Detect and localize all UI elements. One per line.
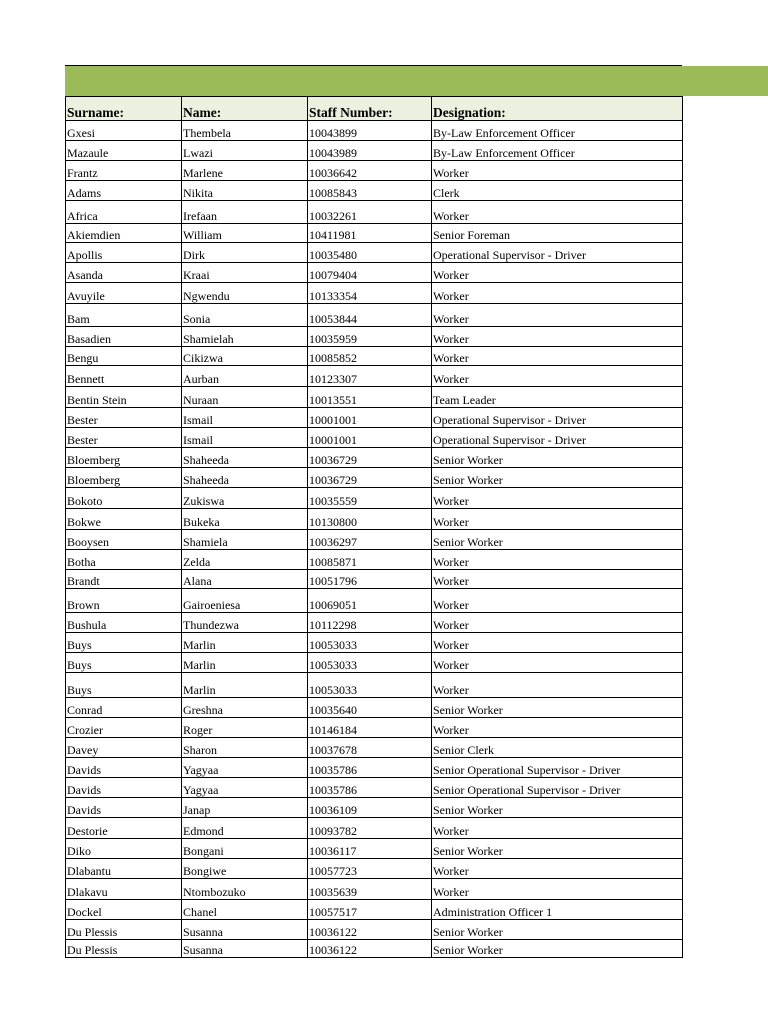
name-cell: Marlene: [182, 161, 308, 181]
designation-cell: Senior Worker: [432, 698, 683, 718]
staff-number-cell: 10057723: [308, 859, 432, 879]
designation-cell: Operational Supervisor - Driver: [432, 408, 683, 428]
surname-cell: Bloemberg: [66, 468, 182, 488]
surname-cell: Du Plessis: [66, 940, 182, 958]
surname-cell: Booysen: [66, 530, 182, 550]
designation-cell: Worker: [432, 327, 683, 347]
name-cell: Susanna: [182, 920, 308, 940]
table-row: [66, 468, 683, 488]
name-cell: Alana: [182, 570, 308, 589]
name-cell: Edmond: [182, 818, 308, 839]
staff-number-cell: 10085843: [308, 181, 432, 201]
table-row: [66, 224, 683, 243]
surname-cell: Brandt: [66, 570, 182, 589]
surname-cell: Bloemberg: [66, 448, 182, 468]
name-cell: Aurban: [182, 366, 308, 387]
surname-cell: Dockel: [66, 900, 182, 920]
name-cell: Sharon: [182, 738, 308, 758]
table-row: [66, 798, 683, 818]
staff-number-cell: 10112298: [308, 613, 432, 633]
table-row: [66, 387, 683, 408]
name-cell: Ismail: [182, 408, 308, 428]
name-cell: Nikita: [182, 181, 308, 201]
designation-cell: Worker: [432, 347, 683, 366]
table-row: [66, 181, 683, 201]
table-row: [66, 283, 683, 304]
name-cell: Susanna: [182, 940, 308, 958]
staff-number-cell: 10035959: [308, 327, 432, 347]
name-cell: Ngwendu: [182, 283, 308, 304]
surname-cell: Bennett: [66, 366, 182, 387]
name-cell: Nuraan: [182, 387, 308, 408]
table-row: [66, 879, 683, 900]
table-row: [66, 550, 683, 570]
surname-cell: Buys: [66, 653, 182, 673]
designation-cell: Operational Supervisor - Driver: [432, 243, 683, 263]
staff-number-cell: 10057517: [308, 900, 432, 920]
table-row: [66, 818, 683, 839]
table-row: [66, 570, 683, 589]
table-row: [66, 201, 683, 224]
name-cell: Marlin: [182, 653, 308, 673]
staff-number-cell: 10001001: [308, 428, 432, 448]
staff-number-cell: 10036122: [308, 940, 432, 958]
surname-cell: Basadien: [66, 327, 182, 347]
designation-cell: Worker: [432, 589, 683, 613]
table-row: [66, 488, 683, 509]
designation-cell: Senior Worker: [432, 468, 683, 488]
table-row: [66, 263, 683, 283]
table-row: [66, 161, 683, 181]
staff-number-cell: 10051796: [308, 570, 432, 589]
surname-cell: Bokoto: [66, 488, 182, 509]
table-body: [66, 121, 683, 958]
table-row: [66, 243, 683, 263]
designation-cell: Senior Worker: [432, 530, 683, 550]
table-row: [66, 347, 683, 366]
table-row: [66, 304, 683, 327]
surname-cell: Davey: [66, 738, 182, 758]
surname-cell: Apollis: [66, 243, 182, 263]
designation-cell: Operational Supervisor - Driver: [432, 428, 683, 448]
name-cell: Marlin: [182, 633, 308, 653]
name-cell: Lwazi: [182, 141, 308, 161]
surname-cell: Mazaule: [66, 141, 182, 161]
name-cell: Thundezwa: [182, 613, 308, 633]
designation-cell: Senior Worker: [432, 448, 683, 468]
name-cell: Irefaan: [182, 201, 308, 224]
staff-number-cell: 10079404: [308, 263, 432, 283]
staff-number-cell: 10032261: [308, 201, 432, 224]
designation-cell: Senior Clerk: [432, 738, 683, 758]
designation-cell: By-Law Enforcement Officer: [432, 141, 683, 161]
designation-cell: Senior Operational Supervisor - Driver: [432, 758, 683, 778]
surname-cell: Du Plessis: [66, 920, 182, 940]
name-cell: Shamiela: [182, 530, 308, 550]
designation-cell: Clerk: [432, 181, 683, 201]
staff-number-cell: 10036122: [308, 920, 432, 940]
name-cell: Bongiwe: [182, 859, 308, 879]
surname-cell: Botha: [66, 550, 182, 570]
designation-cell: Worker: [432, 818, 683, 839]
table-row: [66, 366, 683, 387]
table-row: [66, 121, 683, 141]
name-cell: Janap: [182, 798, 308, 818]
staff-number-cell: 10123307: [308, 366, 432, 387]
staff-number-cell: 10043899: [308, 121, 432, 141]
designation-cell: Senior Worker: [432, 839, 683, 859]
name-cell: William: [182, 224, 308, 243]
name-cell: Ntombozuko: [182, 879, 308, 900]
surname-cell: Bam: [66, 304, 182, 327]
staff-number-cell: 10085852: [308, 347, 432, 366]
surname-cell: Bentin Stein: [66, 387, 182, 408]
staff-number-cell: 10001001: [308, 408, 432, 428]
name-cell: Greshna: [182, 698, 308, 718]
staff-number-cell: 10036117: [308, 839, 432, 859]
col-header-name: Name:: [182, 97, 308, 121]
designation-cell: Worker: [432, 488, 683, 509]
staff-number-cell: 10035639: [308, 879, 432, 900]
designation-cell: Senior Worker: [432, 798, 683, 818]
name-cell: Bongani: [182, 839, 308, 859]
surname-cell: Crozier: [66, 718, 182, 738]
surname-cell: Bengu: [66, 347, 182, 366]
surname-cell: Bester: [66, 428, 182, 448]
designation-cell: Worker: [432, 263, 683, 283]
name-cell: Gairoeniesa: [182, 589, 308, 613]
table-row: [66, 839, 683, 859]
staff-number-cell: 10035559: [308, 488, 432, 509]
staff-number-cell: 10036729: [308, 468, 432, 488]
designation-cell: Worker: [432, 201, 683, 224]
surname-cell: Conrad: [66, 698, 182, 718]
designation-cell: Worker: [432, 550, 683, 570]
surname-cell: Adams: [66, 181, 182, 201]
surname-cell: Davids: [66, 758, 182, 778]
staff-number-cell: 10053033: [308, 633, 432, 653]
surname-cell: Diko: [66, 839, 182, 859]
col-header-surname: Surname:: [66, 97, 182, 121]
name-cell: Shaheeda: [182, 448, 308, 468]
staff-number-cell: 10093782: [308, 818, 432, 839]
surname-cell: Bokwe: [66, 509, 182, 530]
table-row: [66, 653, 683, 673]
name-cell: Marlin: [182, 673, 308, 698]
table-row: [66, 428, 683, 448]
name-cell: Cikizwa: [182, 347, 308, 366]
surname-cell: Buys: [66, 633, 182, 653]
col-header-designation: Designation:: [432, 97, 683, 121]
surname-cell: Frantz: [66, 161, 182, 181]
staff-number-cell: 10053844: [308, 304, 432, 327]
designation-cell: Worker: [432, 161, 683, 181]
surname-cell: Davids: [66, 798, 182, 818]
staff-number-cell: 10085871: [308, 550, 432, 570]
surname-cell: Avuyile: [66, 283, 182, 304]
staff-number-cell: 10035786: [308, 758, 432, 778]
sheet-top-border: [65, 65, 682, 66]
designation-cell: By-Law Enforcement Officer: [432, 121, 683, 141]
surname-cell: Dlabantu: [66, 859, 182, 879]
designation-cell: Worker: [432, 366, 683, 387]
name-cell: Sonia: [182, 304, 308, 327]
designation-cell: Worker: [432, 653, 683, 673]
surname-cell: Akiemdien: [66, 224, 182, 243]
surname-cell: Destorie: [66, 818, 182, 839]
staff-number-cell: 10036729: [308, 448, 432, 468]
staff-number-cell: 10133354: [308, 283, 432, 304]
staff-number-cell: 10035480: [308, 243, 432, 263]
table-row: [66, 408, 683, 428]
designation-cell: Team Leader: [432, 387, 683, 408]
table-row: [66, 718, 683, 738]
staff-number-cell: 10053033: [308, 653, 432, 673]
designation-cell: Senior Worker: [432, 920, 683, 940]
designation-cell: Senior Worker: [432, 940, 683, 958]
staff-number-cell: 10130800: [308, 509, 432, 530]
staff-number-cell: 10411981: [308, 224, 432, 243]
designation-cell: Worker: [432, 509, 683, 530]
table-row: [66, 859, 683, 879]
table-row: [66, 327, 683, 347]
name-cell: Yagyaa: [182, 778, 308, 798]
table-row: [66, 141, 683, 161]
designation-cell: Worker: [432, 879, 683, 900]
surname-cell: Dlakavu: [66, 879, 182, 900]
name-cell: Ismail: [182, 428, 308, 448]
surname-cell: Gxesi: [66, 121, 182, 141]
staff-number-cell: 10069051: [308, 589, 432, 613]
staff-number-cell: 10043989: [308, 141, 432, 161]
table-row: [66, 613, 683, 633]
designation-cell: Worker: [432, 570, 683, 589]
staff-number-cell: 10037678: [308, 738, 432, 758]
designation-cell: Worker: [432, 613, 683, 633]
table-row: [66, 673, 683, 698]
staff-number-cell: 10036297: [308, 530, 432, 550]
staff-number-cell: 10036642: [308, 161, 432, 181]
surname-cell: Asanda: [66, 263, 182, 283]
col-header-staff-number: Staff Number:: [308, 97, 432, 121]
surname-cell: Bushula: [66, 613, 182, 633]
name-cell: Zukiswa: [182, 488, 308, 509]
designation-cell: Worker: [432, 633, 683, 653]
table-row: [66, 698, 683, 718]
name-cell: Bukeka: [182, 509, 308, 530]
name-cell: Zelda: [182, 550, 308, 570]
staff-table: [65, 96, 683, 958]
name-cell: Chanel: [182, 900, 308, 920]
name-cell: Shaheeda: [182, 468, 308, 488]
name-cell: Dirk: [182, 243, 308, 263]
staff-number-cell: 10146184: [308, 718, 432, 738]
name-cell: Kraai: [182, 263, 308, 283]
staff-number-cell: 10053033: [308, 673, 432, 698]
designation-cell: Worker: [432, 283, 683, 304]
designation-cell: Worker: [432, 718, 683, 738]
title-bar: [65, 66, 768, 96]
table-row: [66, 633, 683, 653]
table-row: [66, 738, 683, 758]
staff-number-cell: 10013551: [308, 387, 432, 408]
surname-cell: Brown: [66, 589, 182, 613]
surname-cell: Davids: [66, 778, 182, 798]
designation-cell: Worker: [432, 304, 683, 327]
surname-cell: Africa: [66, 201, 182, 224]
designation-cell: Senior Operational Supervisor - Driver: [432, 778, 683, 798]
table-row: [66, 509, 683, 530]
table-row: [66, 448, 683, 468]
staff-number-cell: 10036109: [308, 798, 432, 818]
designation-cell: Senior Foreman: [432, 224, 683, 243]
header-row: [66, 97, 683, 121]
table-row: [66, 758, 683, 778]
table-row: [66, 920, 683, 940]
table-row: [66, 530, 683, 550]
table-row: [66, 940, 683, 958]
surname-cell: Bester: [66, 408, 182, 428]
name-cell: Roger: [182, 718, 308, 738]
table-row: [66, 778, 683, 798]
table-row: [66, 589, 683, 613]
name-cell: Shamielah: [182, 327, 308, 347]
staff-number-cell: 10035640: [308, 698, 432, 718]
name-cell: Thembela: [182, 121, 308, 141]
designation-cell: Worker: [432, 673, 683, 698]
designation-cell: Administration Officer 1: [432, 900, 683, 920]
name-cell: Yagyaa: [182, 758, 308, 778]
surname-cell: Buys: [66, 673, 182, 698]
designation-cell: Worker: [432, 859, 683, 879]
staff-number-cell: 10035786: [308, 778, 432, 798]
table-row: [66, 900, 683, 920]
